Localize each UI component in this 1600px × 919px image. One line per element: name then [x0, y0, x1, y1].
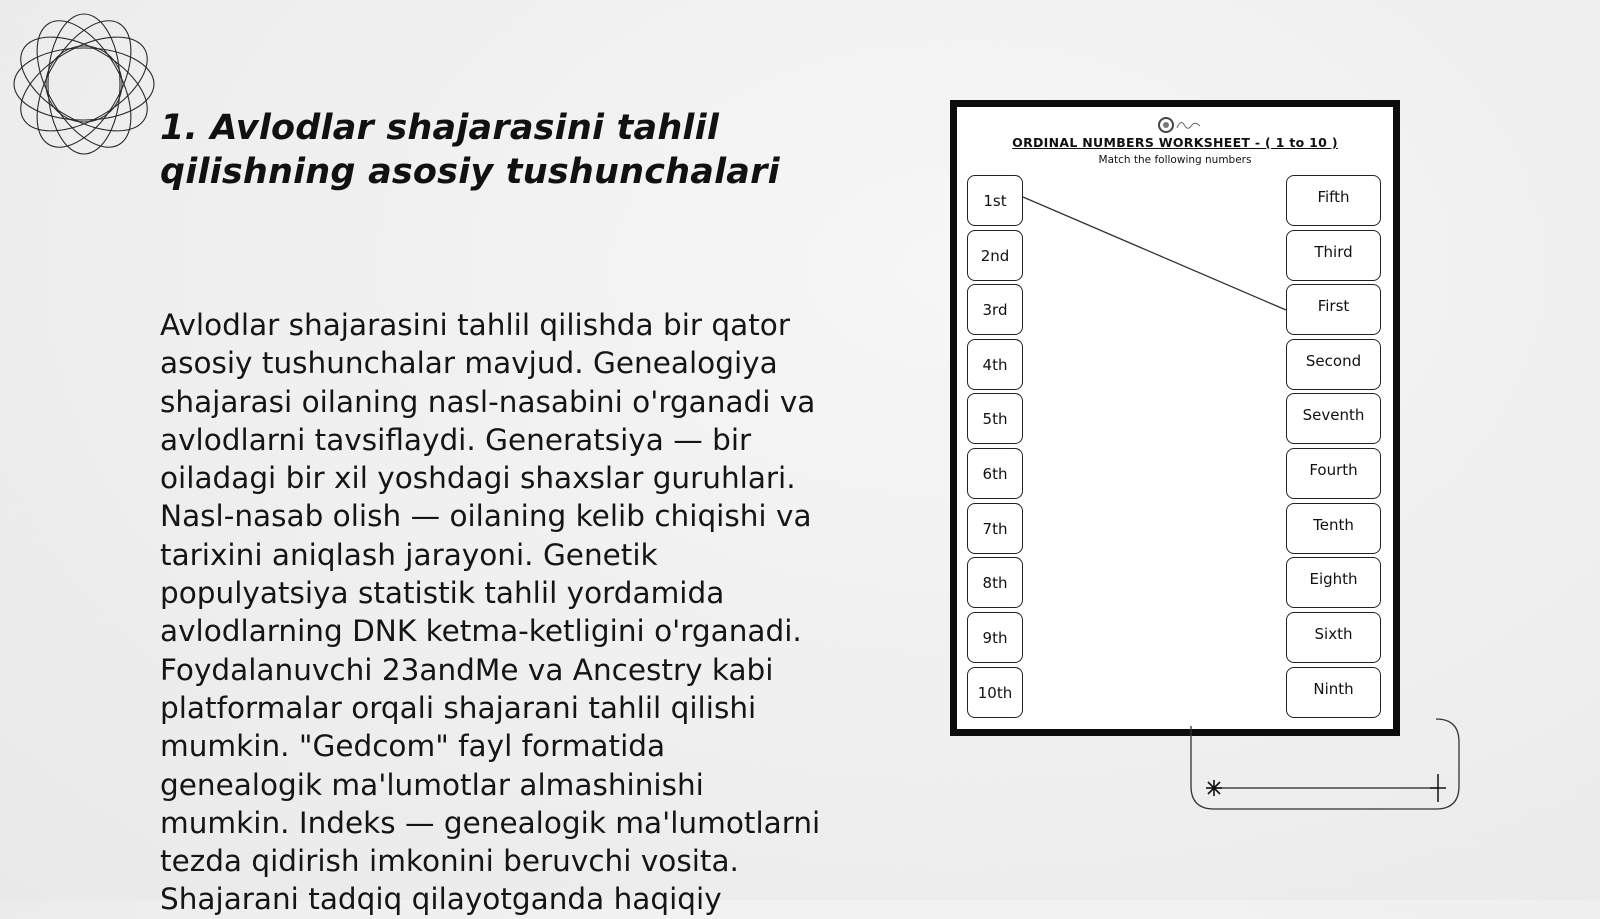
- worksheet-logo-icon: [1157, 115, 1207, 135]
- body-line: shajarasi oilaning nasl-nasabini o'rganadi va: [160, 384, 816, 419]
- body-line: Foydalanuvchi 23andMe va Ancestry kabi: [160, 652, 774, 687]
- ordinal-box-left[interactable]: 10th: [967, 667, 1023, 718]
- ordinal-box-left[interactable]: 7th: [967, 503, 1023, 554]
- body-line: oiladagi bir xil yoshdagi shaxslar guruhlari.: [160, 461, 796, 496]
- ordinal-word-box-right[interactable]: Sixth: [1286, 612, 1381, 663]
- sparkle-icon: [1206, 780, 1222, 796]
- body-line: Shajarani tadqiq qilayotganda haqiqiy: [160, 882, 722, 917]
- ordinal-word-box-right[interactable]: Second: [1286, 339, 1381, 390]
- body-line: tarixini aniqlash jarayoni. Genetik: [160, 537, 658, 572]
- body-line: Nasl-nasab olish — oilaning kelib chiqishi va: [160, 499, 812, 534]
- ordinal-word-box-right[interactable]: Eighth: [1286, 557, 1381, 608]
- body-line: avlodlarning DNK ketma-ketligini o'rganadi.: [160, 614, 802, 649]
- ordinal-word-box-right[interactable]: Third: [1286, 230, 1381, 281]
- slide-title: [160, 106, 780, 194]
- ordinal-word-box-right[interactable]: Tenth: [1286, 503, 1381, 554]
- body-line: genealogik ma'lumotlar almashinishi: [160, 767, 704, 802]
- slide-body-paragraph: [160, 306, 850, 919]
- ordinal-box-left[interactable]: 9th: [967, 612, 1023, 663]
- ordinal-box-left[interactable]: 6th: [967, 448, 1023, 499]
- ordinal-box-left[interactable]: 8th: [967, 557, 1023, 608]
- cross-star-icon: [1430, 774, 1446, 802]
- ordinal-box-left[interactable]: 3rd: [967, 284, 1023, 335]
- ordinal-word-box-right[interactable]: First: [1286, 284, 1381, 335]
- body-line: mumkin. "Gedcom" fayl formatida: [160, 729, 666, 764]
- ordinal-word-box-right[interactable]: Fourth: [1286, 448, 1381, 499]
- body-line: Avlodlar shajarasini tahlil qilishda bir qator: [160, 308, 790, 342]
- ordinal-word-box-right[interactable]: Ninth: [1286, 667, 1381, 718]
- ordinal-word-box-right[interactable]: Fifth: [1286, 175, 1381, 226]
- ordinal-box-left[interactable]: 1st: [967, 175, 1023, 226]
- slide-title-line-2: qilishning asosiy tushunchalari: [160, 152, 780, 192]
- ordinal-word-box-right[interactable]: Seventh: [1286, 393, 1381, 444]
- decorative-rule: [1190, 716, 1468, 812]
- worksheet-image: [950, 100, 1400, 736]
- worksheet-title: ORDINAL NUMBERS WORKSHEET - ( 1 to 10 ): [1012, 135, 1338, 150]
- body-line: asosiy tushunchalar mavjud. Genealogiya: [160, 346, 778, 381]
- ordinal-box-left[interactable]: 2nd: [967, 230, 1023, 281]
- worksheet-subtitle: Match the following numbers: [1098, 154, 1252, 166]
- body-line: avlodlarni tavsiflaydi. Generatsiya — bir: [160, 422, 752, 457]
- ordinal-box-left[interactable]: 4th: [967, 339, 1023, 390]
- body-line: platformalar orqali shajarani tahlil qilishi: [160, 690, 757, 725]
- slide-title-line-1: 1. Avlodlar shajarasini tahlil: [160, 108, 720, 148]
- body-line: mumkin. Indeks — genealogik ma'lumotlarni: [160, 805, 821, 840]
- rosette-icon: [10, 10, 158, 158]
- ordinal-box-left[interactable]: 5th: [967, 393, 1023, 444]
- body-line: tezda qidirish imkonini beruvchi vosita.: [160, 844, 739, 879]
- body-line: populyatsiya statistik tahlil yordamida: [160, 576, 725, 611]
